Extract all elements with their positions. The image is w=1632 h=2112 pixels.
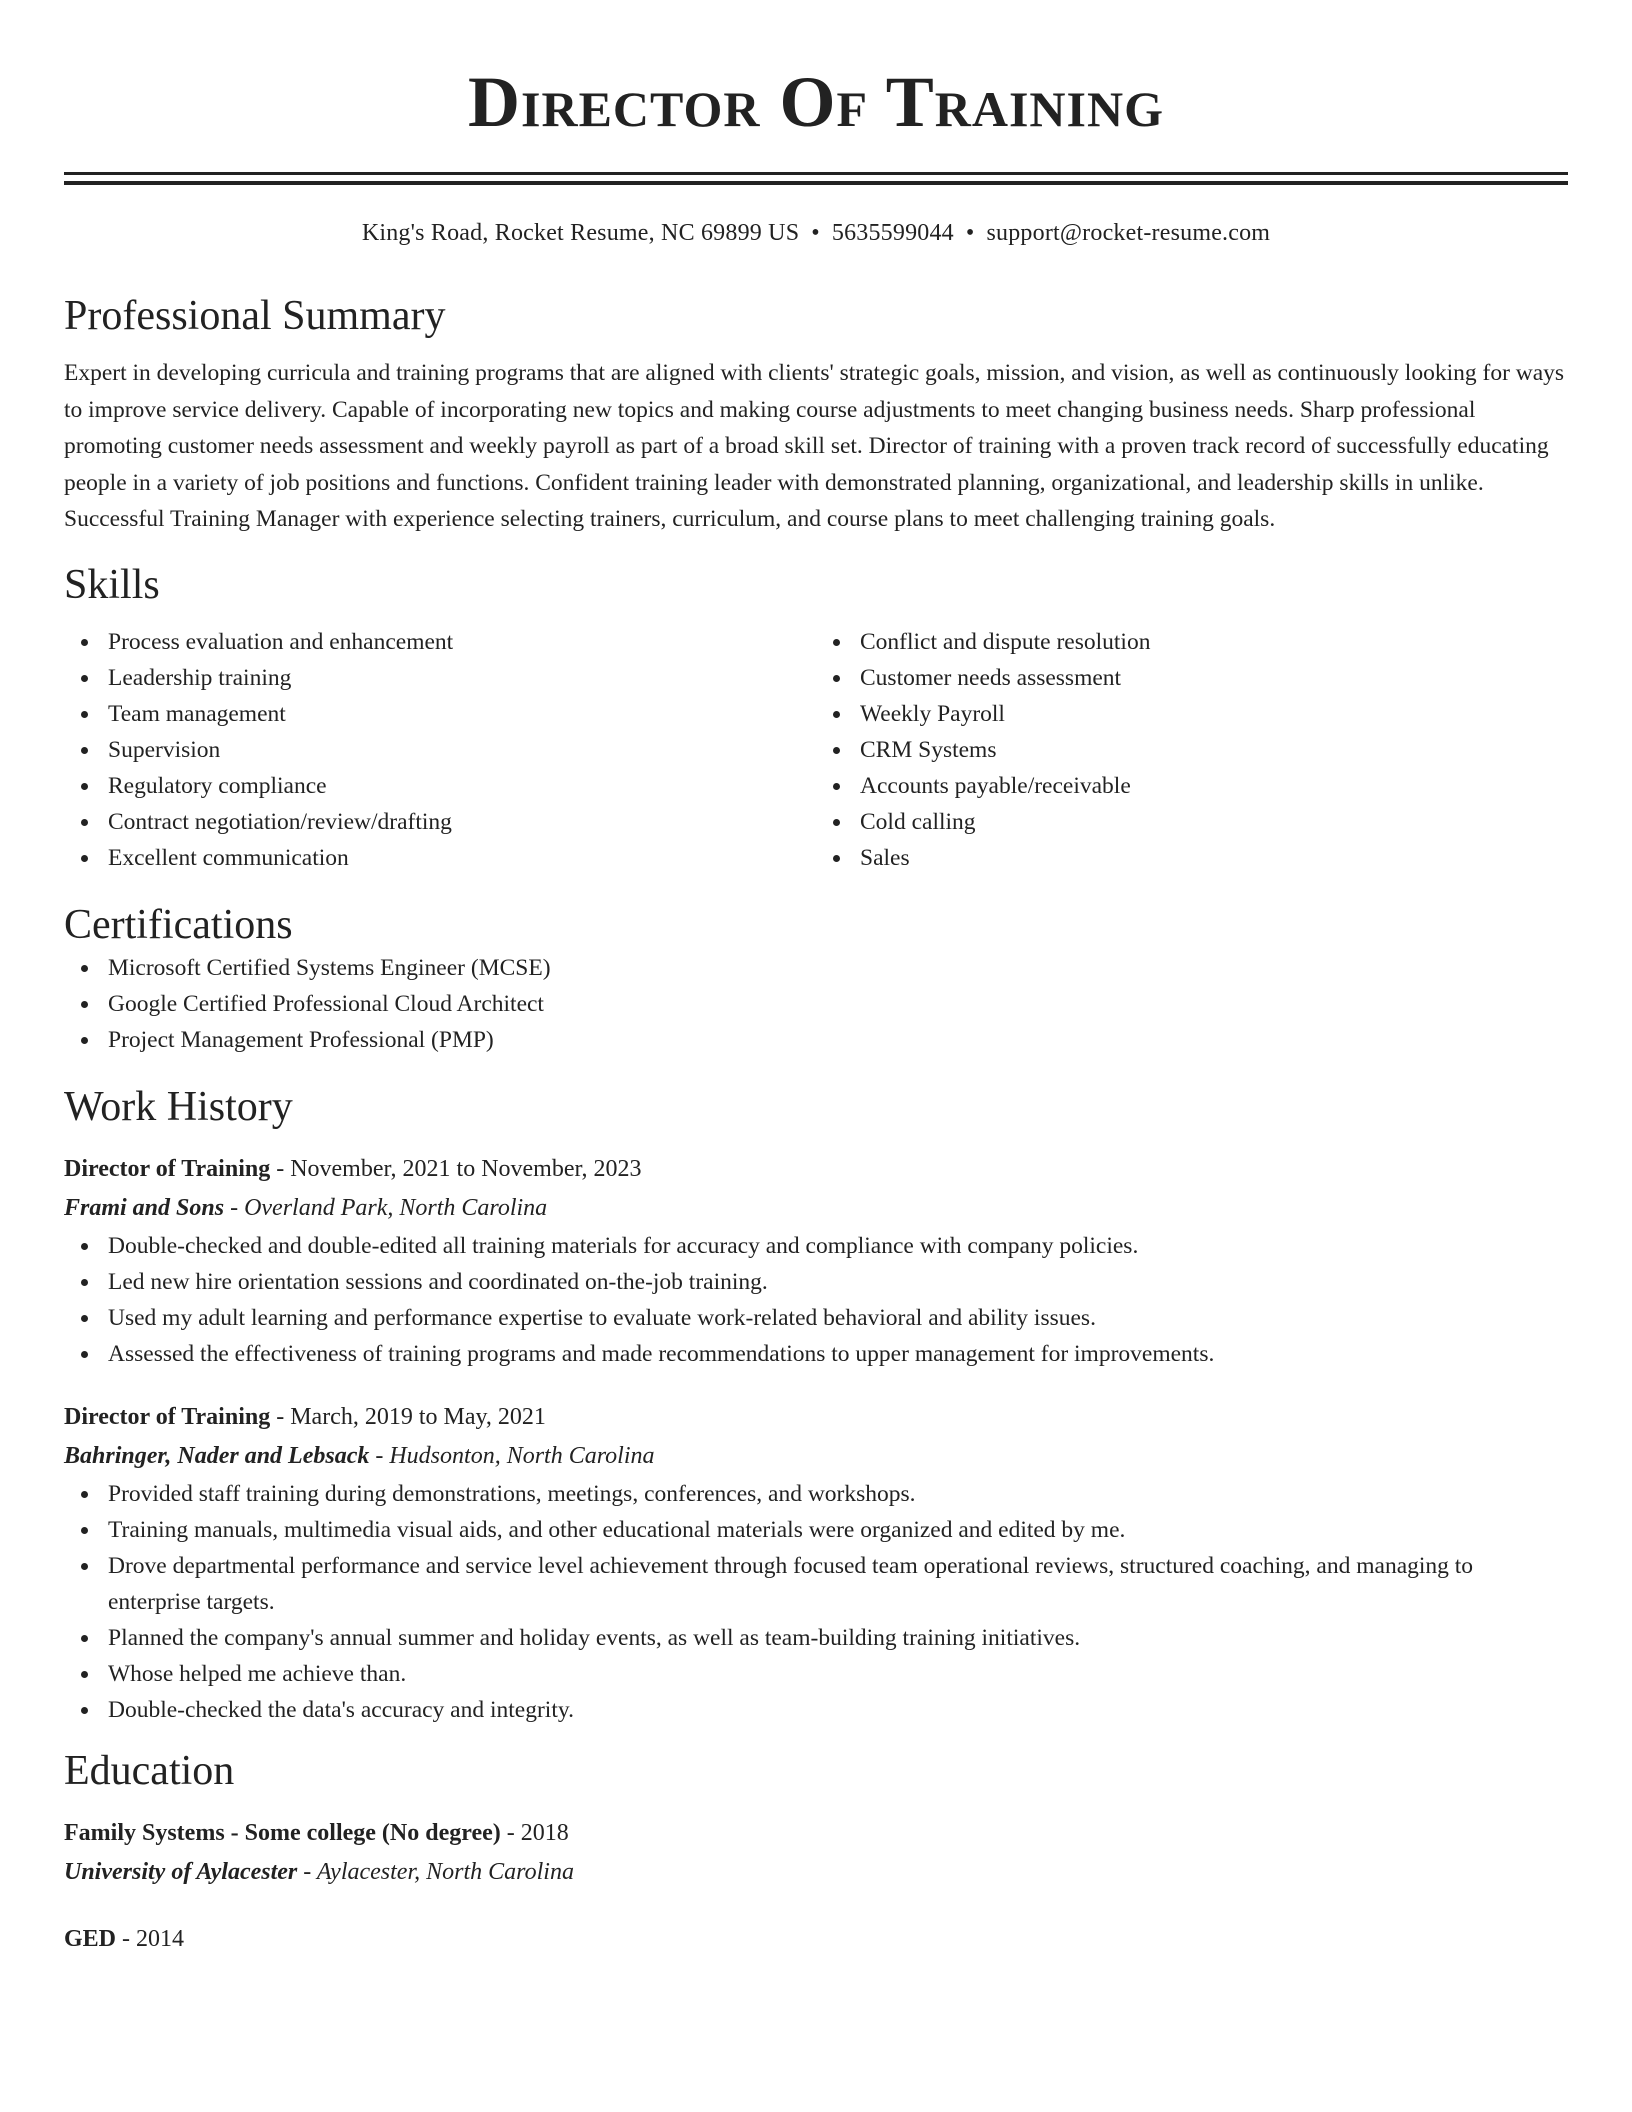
skill-item: Excellent communication [64, 840, 816, 876]
job-dates: - November, 2021 to November, 2023 [270, 1155, 642, 1182]
education-degree: Family Systems - Some college (No degree) [64, 1819, 501, 1846]
education-school: University of Aylacester [64, 1858, 298, 1885]
education-entry [64, 1920, 1568, 1958]
education-heading: Education [64, 1747, 235, 1794]
job-bullet: Planned the company's annual summer and holiday events, as well as team-building training initiatives. [64, 1620, 1568, 1656]
summary-text: Expert in developing curricula and training programs that are aligned with clients' strategic goals, mission, and vision, as well as continuously looking for ways to improve service delivery. Capable of incorporating new topics and making course adjustments to meet changing business needs. Sharp professional promoting customer needs assessment and weekly payroll as part of a broad skill set. Director of training with a proven track record of successfully educating people in a variety of job positions and functions. Confident training leader with demonstrated planning, organizational, and leadership skills in unlike. Successful Training Manager with experience selecting trainers, curriculum, and course plans to meet challenging training goals. [64, 360, 1565, 532]
education-header [64, 1814, 1568, 1852]
resume-title: Director Of Training [468, 62, 1164, 142]
job-employer [64, 1436, 1568, 1476]
skill-item: Regulatory compliance [64, 768, 816, 804]
skill-item: Sales [816, 840, 1568, 876]
contact-line [64, 217, 1568, 249]
skill-item: Contract negotiation/review/drafting [64, 804, 816, 840]
job-bullet: Led new hire orientation sessions and coordinated on-the-job training. [64, 1264, 1568, 1300]
job-dates: - March, 2019 to May, 2021 [270, 1403, 546, 1430]
contact-separator: • [965, 220, 975, 246]
job-company: Frami and Sons [64, 1194, 225, 1221]
skill-item: Customer needs assessment [816, 660, 1568, 696]
job-bullet: Whose helped me achieve than. [64, 1656, 1568, 1692]
job-title: Director of Training [64, 1403, 271, 1430]
contact-email: support@rocket-resume.com [986, 220, 1271, 246]
skill-item: Leadership training [64, 660, 816, 696]
skill-item: Cold calling [816, 804, 1568, 840]
title-rule-thick [64, 181, 1568, 185]
job-bullet: Assessed the effectiveness of training programs and made recommendations to upper management for improvements. [64, 1336, 1568, 1372]
title-rule-thin [64, 172, 1568, 175]
job-entry [64, 1398, 1568, 1728]
skill-item: Conflict and dispute resolution [816, 624, 1568, 660]
job-employer [64, 1188, 1568, 1228]
education-degree: GED [64, 1925, 117, 1952]
contact-phone: 5635599044 [831, 220, 954, 246]
job-bullet-list [64, 1476, 1568, 1728]
skill-item: Team management [64, 696, 816, 732]
work-history-heading: Work History [64, 1083, 293, 1130]
skill-item: Accounts payable/receivable [816, 768, 1568, 804]
skills-heading: Skills [64, 561, 160, 608]
job-title: Director of Training [64, 1155, 271, 1182]
education-entry [64, 1814, 1568, 1892]
certifications-list [64, 950, 1568, 1058]
contact-address: King's Road, Rocket Resume, NC 69899 US [361, 220, 800, 246]
summary-heading: Professional Summary [64, 293, 446, 339]
job-bullet-list [64, 1228, 1568, 1372]
contact-separator: • [811, 220, 820, 246]
certification-item: Microsoft Certified Systems Engineer (MCSE) [64, 950, 1568, 986]
education-institution [64, 1852, 1568, 1892]
certification-item: Google Certified Professional Cloud Architect [64, 986, 1568, 1022]
skills-left-list [64, 624, 816, 876]
skill-item: CRM Systems [816, 732, 1568, 768]
skill-item: Weekly Payroll [816, 696, 1568, 732]
certifications-heading: Certifications [64, 901, 293, 948]
job-entry [64, 1150, 1568, 1372]
job-header [64, 1150, 1568, 1188]
skills-right-list [816, 624, 1568, 876]
job-header [64, 1398, 1568, 1436]
skill-item: Process evaluation and enhancement [64, 624, 816, 660]
education-year: - 2014 [116, 1925, 185, 1952]
job-bullet: Provided staff training during demonstrations, meetings, conferences, and workshops. [64, 1476, 1568, 1512]
certification-item: Project Management Professional (PMP) [64, 1022, 1568, 1058]
education-location: - Aylacester, North Carolina [297, 1858, 574, 1885]
skills-grid [64, 624, 1568, 876]
job-bullet: Used my adult learning and performance expertise to evaluate work-related behavioral and ability issues. [64, 1300, 1568, 1336]
skill-item: Supervision [64, 732, 816, 768]
job-location: - Overland Park, North Carolina [224, 1194, 548, 1221]
education-year: - 2018 [500, 1819, 569, 1846]
education-header [64, 1920, 1568, 1958]
job-company: Bahringer, Nader and Lebsack [64, 1442, 370, 1469]
job-bullet: Training manuals, multimedia visual aids, and other educational materials were organized and edited by me. [64, 1512, 1568, 1548]
job-bullet: Double-checked the data's accuracy and integrity. [64, 1692, 1568, 1728]
job-location: - Hudsonton, North Carolina [369, 1442, 655, 1469]
job-bullet: Drove departmental performance and service level achievement through focused team operational reviews, structured coaching, and managing to enterprise targets. [64, 1548, 1568, 1620]
job-bullet: Double-checked and double-edited all training materials for accuracy and compliance with company policies. [64, 1228, 1568, 1264]
